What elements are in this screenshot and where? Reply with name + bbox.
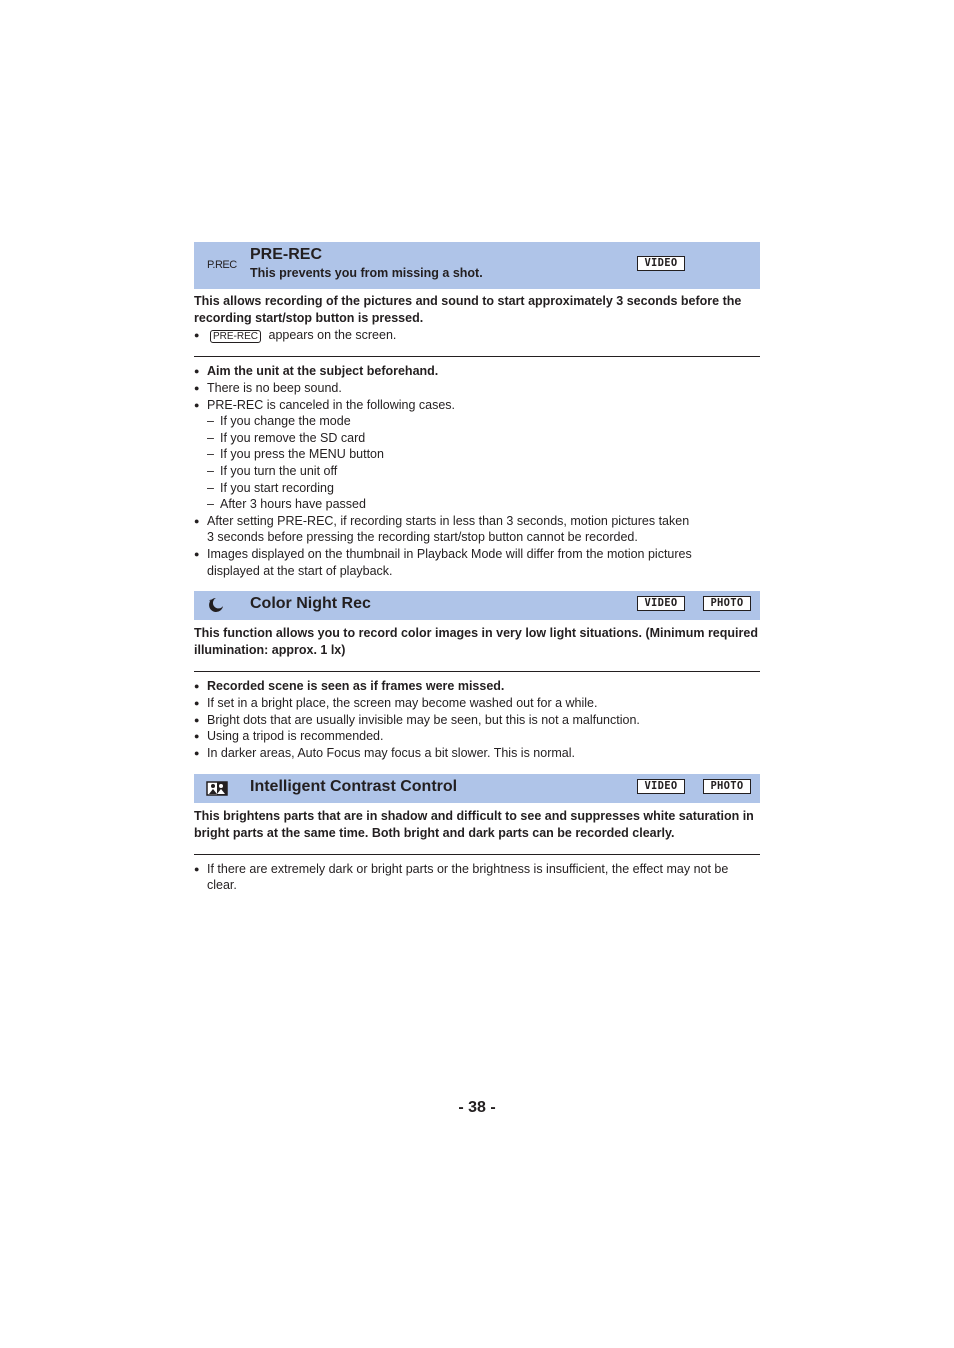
section-title: PRE-REC — [250, 246, 323, 263]
divider — [194, 356, 760, 357]
photo-mode-badge: PHOTO — [703, 779, 751, 794]
video-mode-badge: VIDEO — [637, 779, 685, 794]
section-intro: This brightens parts that are in shadow and difficult to see and suppresses white saturation in bright parts at the same time. Both bright and dark parts can be recorded clearly. — [194, 809, 754, 840]
section-header-color-night-rec — [194, 591, 760, 620]
divider — [194, 671, 760, 672]
section-title: Intelligent Contrast Control — [250, 778, 458, 795]
section-subtitle: This prevents you from missing a shot. — [250, 266, 483, 280]
photo-mode-badge: PHOTO — [703, 596, 751, 611]
section-title: Color Night Rec — [250, 595, 371, 612]
section-intro: This allows recording of the pictures and sound to start approximately 3 seconds before the recording start/stop button is pressed. — [194, 294, 742, 325]
contrast-icon — [206, 781, 228, 799]
section-header-intelligent-contrast — [194, 774, 760, 803]
section-intro: This function allows you to record color images in very low light situations. (Minimum required illumination: approx. 1 lx) — [194, 626, 758, 657]
page-number: - 38 - — [458, 1099, 496, 1116]
pre-rec-screen-icon: PRE-REC — [210, 330, 261, 343]
divider — [194, 854, 760, 855]
video-mode-badge: VIDEO — [637, 596, 685, 611]
moon-icon — [207, 596, 225, 617]
video-mode-badge: VIDEO — [637, 256, 685, 271]
pre-rec-icon: P.REC — [207, 259, 237, 271]
section-header-pre-rec — [194, 242, 760, 289]
